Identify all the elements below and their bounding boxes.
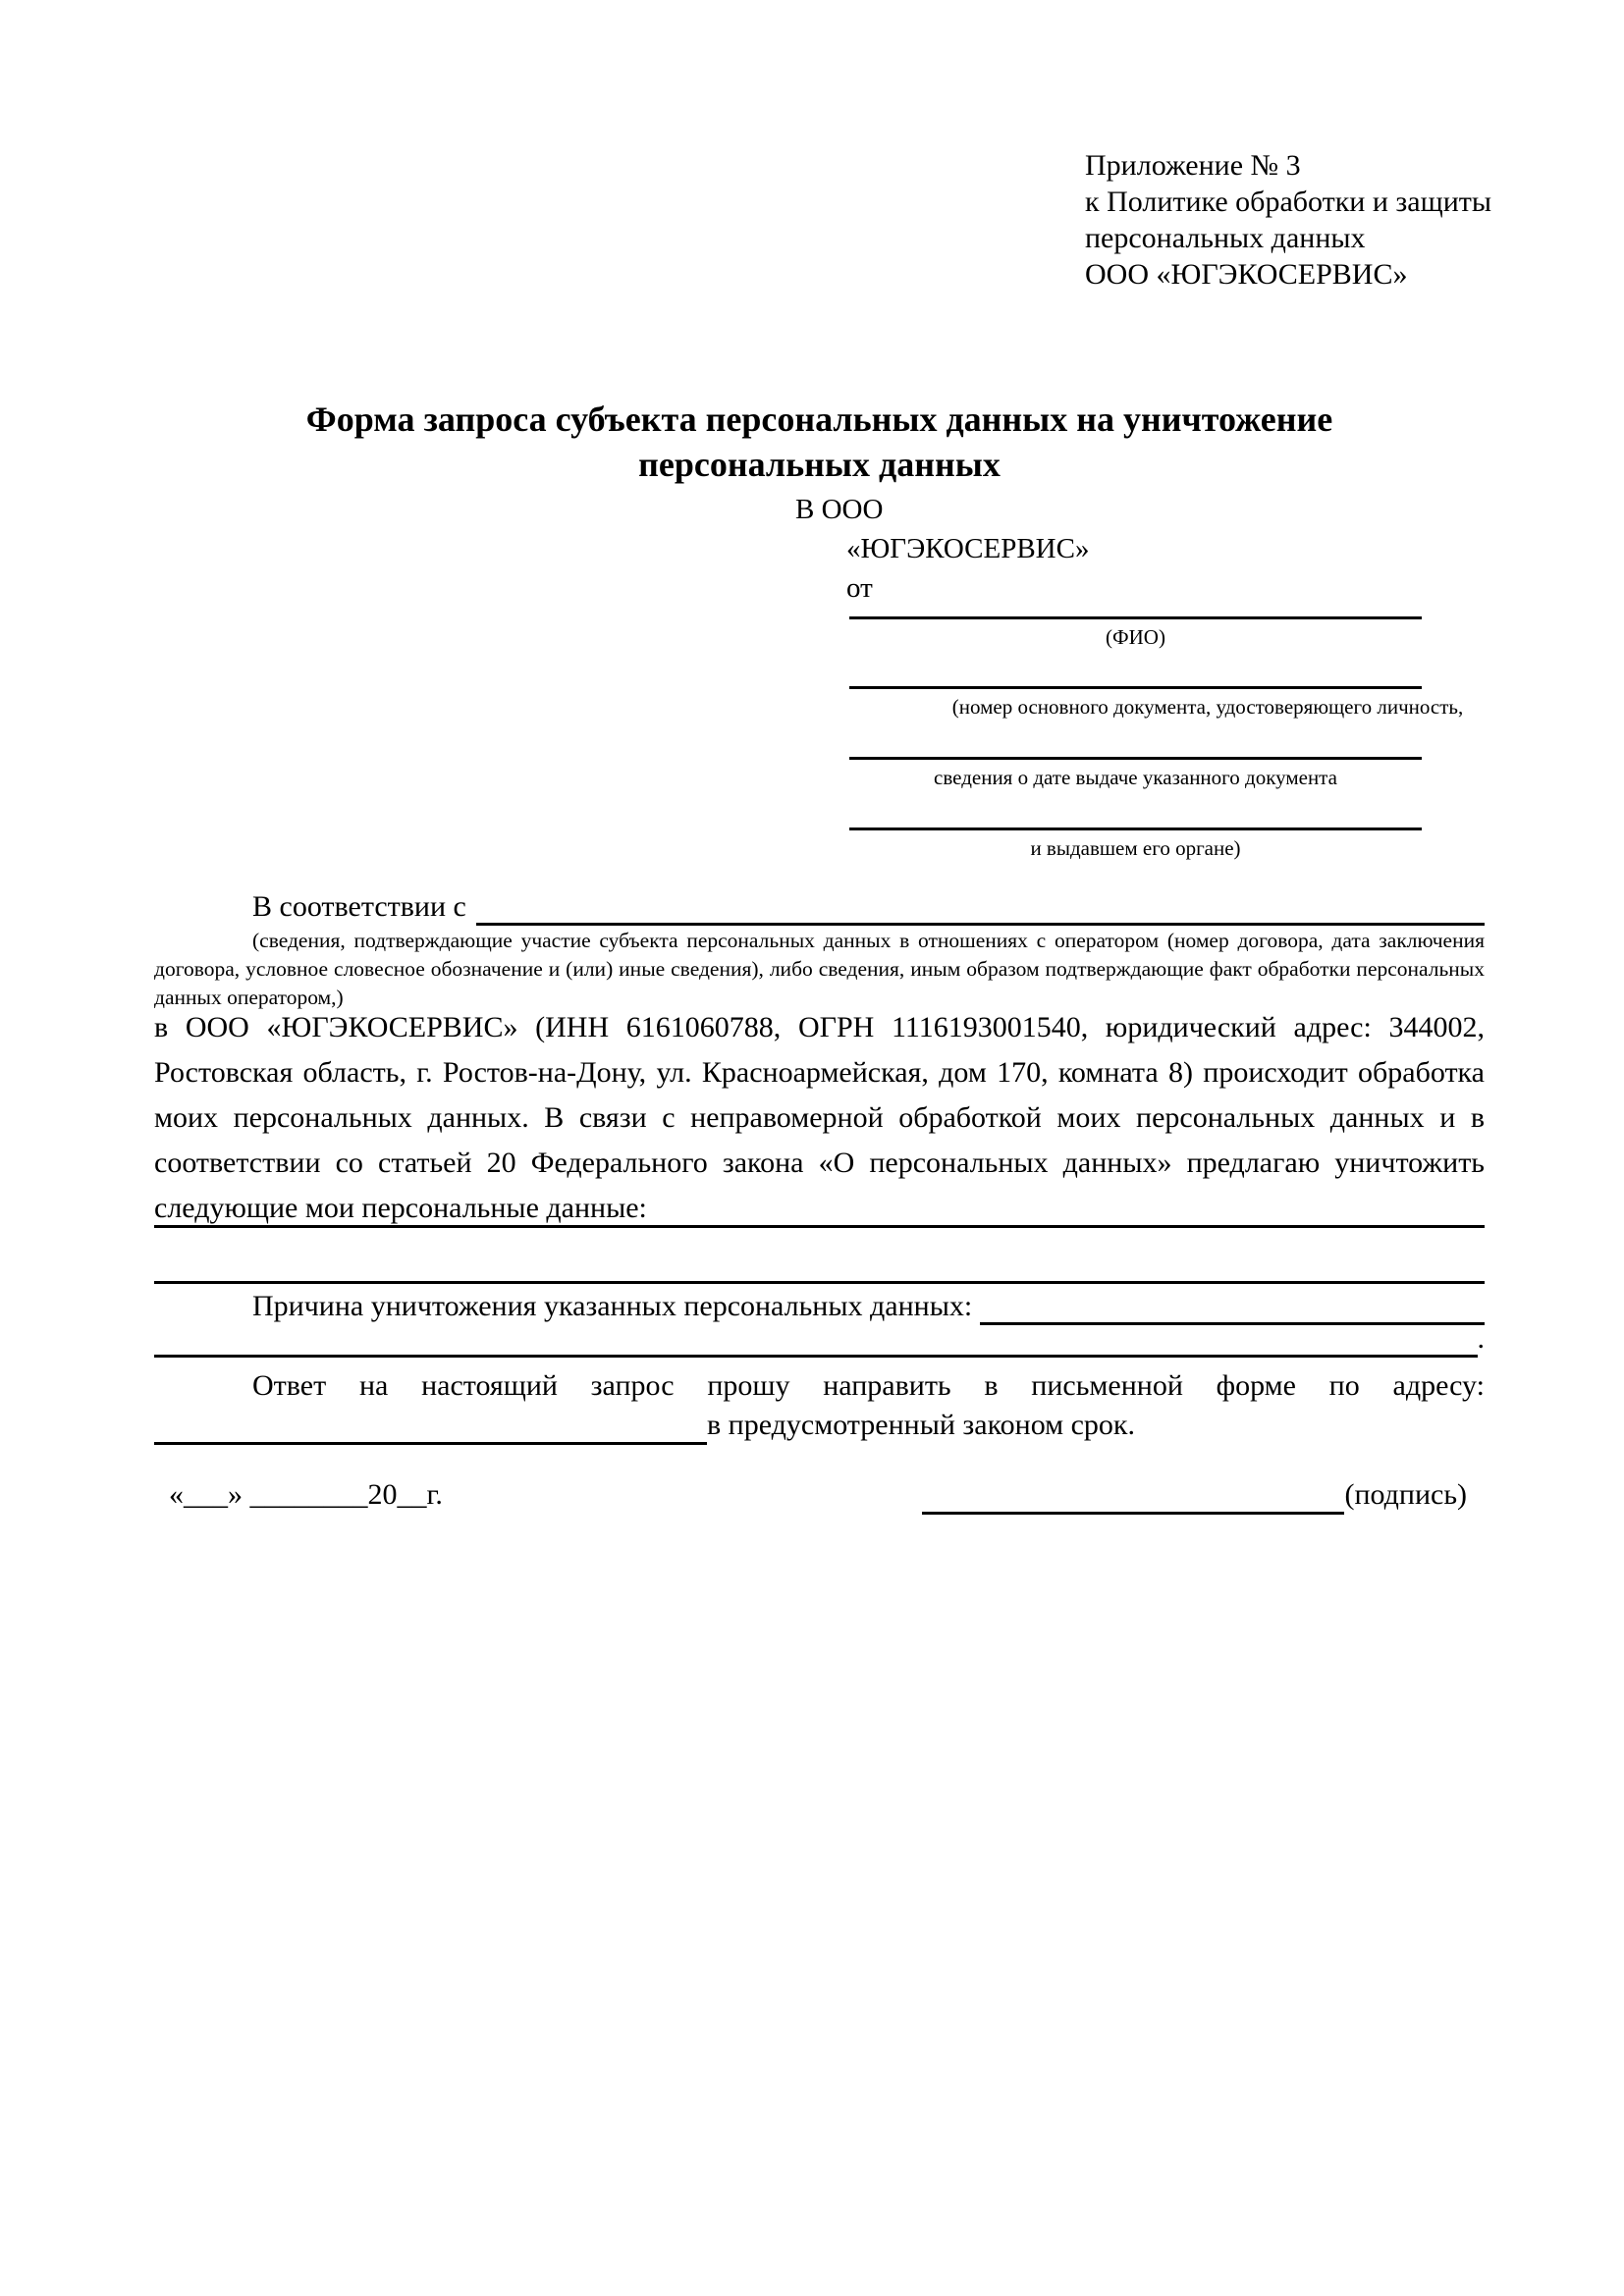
issue-date-caption: сведения о дате выдаче указанного документа <box>934 766 1337 789</box>
signature-caption: (подпись) <box>1344 1478 1467 1511</box>
personal-data-blank-line-1 <box>154 1225 1485 1228</box>
issue-authority-blank-line <box>849 828 1422 830</box>
form-title-line-2: персональных данных <box>638 445 1001 484</box>
policy-reference-line2: персональных данных <box>1085 222 1366 254</box>
signature-blank-line <box>922 1476 1344 1515</box>
accordance-prefix: В соответствии с <box>252 890 466 923</box>
issue-authority-caption: и выдавшем его органе) <box>1030 836 1241 860</box>
addressee-org-name: «ЮГЭКОСЕРВИС» <box>846 533 1090 564</box>
date-signature-row <box>169 1475 1467 1515</box>
answer-paragraph-line-1: Ответ на настоящий запрос прошу направить в письменной форме по адресу: <box>252 1369 1485 1402</box>
answer-paragraph-line-2 <box>154 1406 1485 1445</box>
organization-name-header: ООО «ЮГЭКОСЕРВИС» <box>1085 258 1408 291</box>
addressee-from-label: от <box>846 572 873 604</box>
accordance-blank-line <box>476 888 1485 926</box>
fio-blank-line <box>849 616 1422 619</box>
form-title <box>154 397 1485 487</box>
fio-caption: (ФИО) <box>1106 625 1165 649</box>
appendix-number: Приложение № 3 <box>1085 149 1301 182</box>
issue-date-blank-line <box>849 757 1422 760</box>
answer-paragraph-tail: в предусмотренный законом срок. <box>707 1409 1135 1441</box>
document-number-caption: (номер основного документа, удостоверяющего личность, <box>951 695 1464 719</box>
reason-blank-line-2 <box>154 1320 1478 1358</box>
form-title-line-1: Форма запроса субъекта персональных данных на уничтожение <box>305 400 1333 439</box>
signature-group <box>922 1475 1467 1515</box>
date-field: «___» ________20__г. <box>169 1478 443 1511</box>
addressee-to-prefix: В ООО <box>795 494 884 525</box>
reason-blank-row-2 <box>154 1320 1485 1358</box>
address-blank-line <box>154 1406 707 1445</box>
personal-data-blank-line-2 <box>154 1281 1485 1284</box>
accordance-row <box>154 888 1485 926</box>
document-number-blank-line <box>849 686 1422 689</box>
policy-reference-line: к Политике обработки и защиты <box>1085 186 1492 218</box>
accordance-explanation: (сведения, подтверждающие участие субъекта персональных данных в отношениях с оператором (номер договора, дата заключения договора, условное словесное обозначение и (или) иные сведения), либо сведения, иным образом подтверждающие факт обработки персональных данных оператором,) <box>154 929 1485 1009</box>
appendix-header <box>1085 147 1491 293</box>
reason-prefix: Причина уничтожения указанных персональных данных: <box>252 1290 973 1322</box>
main-paragraph: в ООО «ЮГЭКОСЕРВИС» (ИНН 6161060788, ОГРН 1116193001540, юридический адрес: 344002, Ростовская область, г. Ростов-на-Дону, ул. Красноармейская, дом 170, комната 8) происходит обработка моих персональных данных. В связи с неправомерной обработкой моих персональных данных и в соответствии со статьей 20 Федерального закона «О персональных данных» предлагаю уничтожить следующие мои персональные данные: <box>154 1011 1485 1224</box>
reason-line-terminator: . <box>1477 1322 1485 1355</box>
